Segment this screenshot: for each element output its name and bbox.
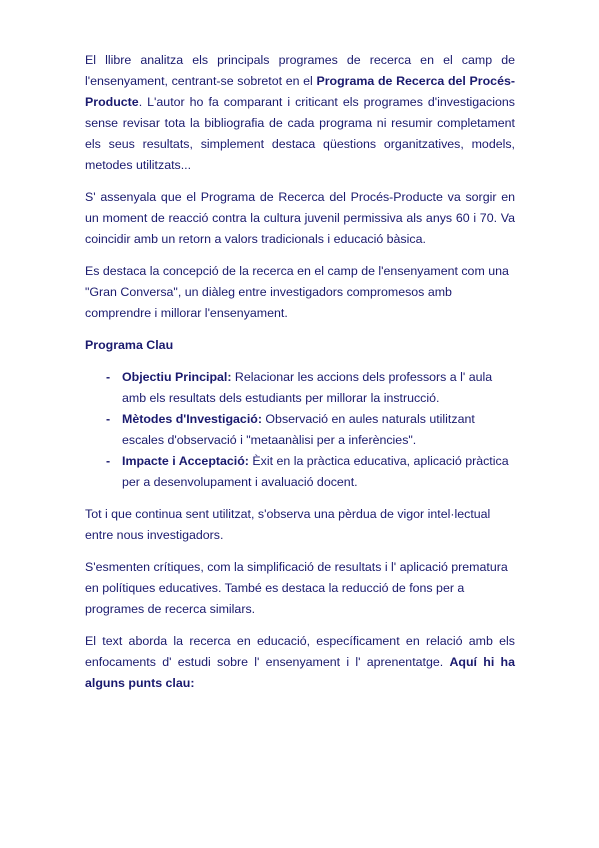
bullet-dash: - — [106, 454, 111, 468]
paragraph-summary — [85, 631, 515, 694]
list-item-label: Impacte i Acceptació: — [122, 454, 249, 468]
paragraph-great-conversation: Es destaca la concepció de la recerca en el camp de l'ensenyament com una "Gran Conversa", un diàleg entre investigadors compromesos amb comprendre i millorar l'ensenyament. — [85, 264, 509, 320]
list-item — [85, 409, 515, 451]
list-item-text: Relacionar les accions dels professors a l' aula amb els resultats dels estudiants per millorar la instrucció. — [122, 370, 493, 405]
paragraph-intro-text-2: . L'autor ho fa comparant i criticant els programes d'investigacions sense revisar tota la bibliografia de cada programa ni resumir completament els seus resultats, simplement destaca qüestions organitzatives, models, metodes utilitzats... — [85, 95, 515, 172]
list-item-label: Objectiu Principal: — [122, 370, 232, 384]
program-name-highlight: Programa de Recerca del Procés-Producte — [85, 74, 515, 109]
key-points-lead: Aquí hi ha alguns punts clau: — [85, 655, 515, 690]
list-item — [85, 451, 515, 493]
list-item — [85, 367, 515, 409]
list-item-text: Èxit en la pràctica educativa, aplicació pràctica per a desenvolupament i avaluació docent. — [122, 454, 509, 489]
bullet-dash: - — [106, 412, 111, 426]
paragraph-critiques: S'esmenten crítiques, com la simplificació de resultats i l' aplicació prematura en polítiques educatives. També es destaca la reducció de fons per a programes de recerca similars. — [85, 560, 508, 616]
key-points-list — [85, 367, 515, 493]
list-item-label: Mètodes d'Investigació: — [122, 412, 262, 426]
section-heading: Programa Clau — [85, 338, 174, 352]
paragraph-intro-text-1: El llibre analitza els principals programes de recerca en el camp de l'ensenyament, centrant-se sobretot en el — [85, 53, 515, 88]
list-item-text: Observació en aules naturals utilitzant escales d'observació i "metaanàlisi per a inferències". — [122, 412, 475, 447]
document-page — [85, 50, 515, 705]
paragraph-origin: S' assenyala que el Programa de Recerca del Procés-Producte va sorgir en un moment de reacció contra la cultura juvenil permissiva als anys 60 i 70. Va coincidir amb un retorn a valors tradicionals i educació bàsica. — [85, 190, 515, 246]
bullet-dash: - — [106, 370, 111, 384]
paragraph-usage: Tot i que continua sent utilitzat, s'observa una pèrdua de vigor intel·lectual entre nous investigadors. — [85, 507, 491, 542]
paragraph-intro — [85, 50, 515, 176]
paragraph-summary-text: El text aborda la recerca en educació, específicament en relació amb els enfocaments d' estudi sobre l' ensenyament i l' aprenentatge. — [85, 634, 515, 669]
